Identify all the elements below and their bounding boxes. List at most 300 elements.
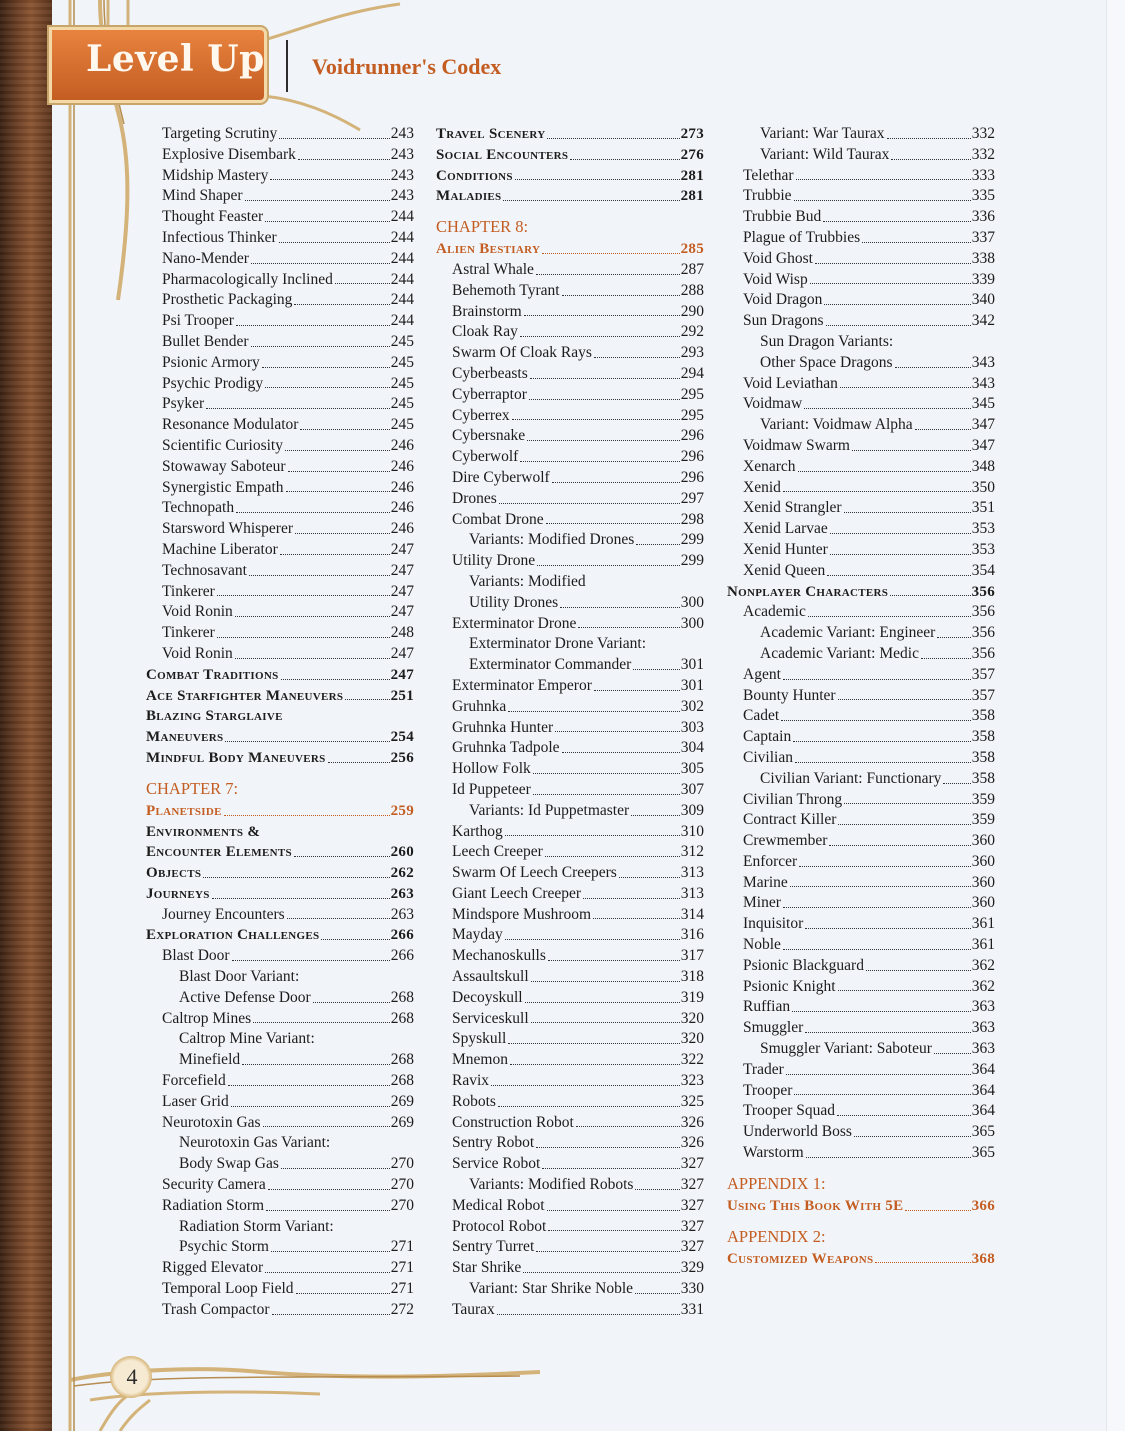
toc-entry-title: Journey Encounters: [162, 905, 285, 923]
toc-entry[interactable]: [436, 905, 704, 926]
toc-entry[interactable]: [727, 145, 995, 166]
toc-entry[interactable]: [436, 239, 704, 260]
dot-leader: [829, 845, 970, 846]
toc-entry[interactable]: [436, 1009, 704, 1030]
toc-entry-page: 335: [971, 187, 995, 205]
dot-leader: [236, 325, 390, 326]
toc-entry[interactable]: [436, 322, 704, 343]
toc-entry-page: 266: [390, 947, 414, 965]
dot-leader: [530, 378, 680, 379]
toc-entry[interactable]: [146, 644, 414, 665]
toc-entry[interactable]: [727, 602, 995, 623]
dot-leader: [542, 1168, 680, 1169]
toc-entry-page: 247: [390, 666, 414, 683]
toc-entry[interactable]: [146, 1009, 414, 1030]
toc-entry[interactable]: [436, 988, 704, 1009]
book-title: Voidrunner's Codex: [312, 54, 502, 79]
toc-entry[interactable]: [436, 406, 704, 427]
toc-entry[interactable]: [727, 249, 995, 270]
toc-entry[interactable]: [436, 884, 704, 905]
dot-leader: [562, 295, 680, 296]
toc-entry[interactable]: [727, 644, 995, 665]
dot-leader: [943, 783, 970, 784]
toc-entry-title: Encounter Elements: [146, 844, 292, 861]
dot-leader: [792, 1011, 971, 1012]
dot-leader: [537, 565, 680, 566]
toc-entry-page: 285: [680, 241, 704, 258]
toc-entry[interactable]: [146, 1050, 414, 1071]
toc-entry[interactable]: [436, 925, 704, 946]
toc-entry[interactable]: [146, 436, 414, 457]
toc-entry[interactable]: [727, 436, 995, 457]
dot-leader: [499, 503, 680, 504]
toc-entry-title: Utility Drone: [452, 552, 536, 570]
toc-entry[interactable]: [436, 801, 704, 822]
toc-entry-title: Dire Cyberwolf: [452, 468, 550, 486]
toc-entry[interactable]: [146, 519, 414, 540]
toc-entry-page: 364: [971, 1060, 995, 1078]
toc-entry[interactable]: [436, 718, 704, 739]
toc-entry-page: 368: [971, 1250, 995, 1267]
toc-entry[interactable]: [436, 124, 704, 145]
toc-entry-page: 354: [971, 561, 995, 579]
toc-entry[interactable]: [146, 842, 414, 863]
toc-entry-page: 323: [680, 1072, 704, 1090]
toc-entry[interactable]: [146, 1154, 414, 1175]
dot-leader: [895, 367, 971, 368]
toc-entry[interactable]: [146, 311, 414, 332]
toc-entry[interactable]: [146, 1258, 414, 1279]
toc-entry[interactable]: [146, 706, 414, 727]
toc-entry-page: 305: [680, 760, 704, 778]
toc-entry-title: Hollow Folk: [452, 760, 531, 778]
toc-entry[interactable]: [727, 769, 995, 790]
dot-leader: [224, 815, 390, 816]
toc-entry[interactable]: [436, 145, 704, 166]
toc-entry[interactable]: [727, 852, 995, 873]
dot-leader: [270, 179, 389, 180]
page-edge: [1106, 0, 1125, 1431]
toc-entry[interactable]: [727, 1081, 995, 1102]
toc-entry-title: Minefield: [179, 1051, 241, 1069]
toc-entry[interactable]: [727, 270, 995, 291]
dot-leader: [497, 1314, 680, 1315]
toc-entry-title: Voidmaw: [743, 395, 803, 413]
toc-entry[interactable]: [436, 281, 704, 302]
toc-entry[interactable]: [146, 1029, 414, 1050]
toc-entry[interactable]: [146, 394, 414, 415]
dot-leader: [633, 669, 679, 670]
toc-entry[interactable]: [727, 186, 995, 207]
toc-entry[interactable]: [436, 1113, 704, 1134]
dot-leader: [578, 627, 679, 628]
dot-leader: [837, 1115, 971, 1116]
toc-entry[interactable]: [727, 831, 995, 852]
toc-entry[interactable]: [436, 530, 704, 551]
toc-entry-title: Spyskull: [452, 1030, 507, 1048]
toc-entry-page: 322: [680, 1051, 704, 1069]
toc-entry[interactable]: [436, 676, 704, 697]
toc-entry[interactable]: [436, 1258, 704, 1279]
toc-entry[interactable]: [727, 1101, 995, 1122]
dot-leader: [555, 731, 680, 732]
toc-entry[interactable]: [436, 302, 704, 323]
toc-entry[interactable]: [727, 956, 995, 977]
toc-entry-page: 317: [680, 947, 704, 965]
toc-entry-title: Psychic Storm: [179, 1238, 269, 1256]
toc-entry[interactable]: [727, 394, 995, 415]
toc-entry[interactable]: [146, 1113, 414, 1134]
toc-entry[interactable]: [727, 228, 995, 249]
toc-entry[interactable]: [146, 1071, 414, 1092]
toc-entry[interactable]: [146, 457, 414, 478]
toc-entry[interactable]: [436, 759, 704, 780]
toc-entry-page: 290: [680, 302, 704, 320]
toc-entry-title: Id Puppeteer: [452, 780, 531, 798]
toc-entry-page: 358: [971, 728, 995, 746]
toc-entry[interactable]: [146, 540, 414, 561]
toc-entry[interactable]: [727, 1018, 995, 1039]
toc-entry[interactable]: [146, 353, 414, 374]
toc-entry-page: 287: [680, 260, 704, 278]
toc-entry[interactable]: [727, 540, 995, 561]
toc-entry[interactable]: [727, 1249, 995, 1270]
toc-entry-page: 327: [680, 1176, 704, 1194]
toc-entry-page: 342: [971, 312, 995, 330]
toc-entry[interactable]: [436, 1133, 704, 1154]
dot-leader: [235, 658, 390, 659]
toc-entry[interactable]: [727, 207, 995, 228]
toc-entry-page: 270: [390, 1155, 414, 1173]
toc-entry-title: Variant: Star Shrike Noble: [469, 1280, 634, 1298]
dot-leader: [790, 886, 971, 887]
toc-entry-page: 271: [390, 1259, 414, 1277]
toc-entry[interactable]: [436, 634, 704, 655]
toc-entry[interactable]: [436, 1175, 704, 1196]
toc-entry[interactable]: [727, 810, 995, 831]
dot-leader: [510, 1064, 680, 1065]
toc-entry[interactable]: [727, 124, 995, 145]
toc-entry[interactable]: [436, 1092, 704, 1113]
toc-entry-page: 320: [680, 1030, 704, 1048]
toc-entry-page: 268: [390, 988, 414, 1006]
toc-entry[interactable]: [146, 1175, 414, 1196]
dot-leader: [794, 1094, 970, 1095]
toc-entry-page: 361: [971, 936, 995, 954]
toc-entry[interactable]: [727, 623, 995, 644]
toc-entry-title: Cadet: [743, 707, 780, 725]
toc-entry-page: 337: [971, 228, 995, 246]
dot-leader: [249, 575, 390, 576]
toc-entry-page: 248: [390, 624, 414, 642]
toc-entry[interactable]: [436, 863, 704, 884]
toc-entry[interactable]: [146, 1092, 414, 1113]
toc-entry[interactable]: [727, 1196, 995, 1217]
toc-entry[interactable]: [436, 1279, 704, 1300]
toc-entry[interactable]: [146, 1196, 414, 1217]
toc-entry-page: 281: [680, 188, 704, 205]
toc-entry[interactable]: [146, 905, 414, 926]
toc-entry-title: Ruffian: [743, 998, 791, 1016]
toc-entry[interactable]: [146, 228, 414, 249]
toc-entry[interactable]: [727, 686, 995, 707]
toc-entry[interactable]: [436, 842, 704, 863]
toc-entry[interactable]: [146, 561, 414, 582]
toc-entry[interactable]: [727, 935, 995, 956]
toc-entry[interactable]: [146, 186, 414, 207]
toc-entry[interactable]: [436, 166, 704, 187]
toc-entry[interactable]: [436, 1050, 704, 1071]
toc-entry-page: 319: [680, 988, 704, 1006]
toc-entry[interactable]: [146, 884, 414, 905]
toc-entry[interactable]: [146, 988, 414, 1009]
toc-entry[interactable]: [146, 967, 414, 988]
toc-entry[interactable]: [146, 602, 414, 623]
toc-entry[interactable]: [436, 614, 704, 635]
toc-entry[interactable]: [436, 1071, 704, 1092]
dot-leader: [280, 554, 390, 555]
toc-entry-title: Blast Door: [162, 947, 230, 965]
toc-entry[interactable]: [436, 822, 704, 843]
toc-entry-title: Decoyskull: [452, 988, 523, 1006]
toc-entry-page: 363: [971, 1040, 995, 1058]
toc-entry-page: 362: [971, 956, 995, 974]
toc-entry[interactable]: [146, 332, 414, 353]
toc-entry[interactable]: [146, 822, 414, 843]
toc-entry-title: Marine: [743, 873, 788, 891]
toc-entry-title: Mayday: [452, 926, 503, 944]
toc-entry-page: 246: [390, 457, 414, 475]
toc-entry-page: 295: [680, 406, 704, 424]
toc-entry[interactable]: [727, 332, 995, 353]
toc-entry[interactable]: [436, 593, 704, 614]
toc-entry-title: Enforcer: [743, 852, 798, 870]
toc-entry-title: Objects: [146, 865, 202, 882]
dot-leader: [529, 399, 680, 400]
toc-entry[interactable]: [146, 478, 414, 499]
toc-entry-page: 326: [680, 1134, 704, 1152]
toc-entry[interactable]: [436, 1217, 704, 1238]
toc-entry-title: Exploration Challenges: [146, 927, 320, 944]
toc-entry[interactable]: [146, 374, 414, 395]
dot-leader: [891, 159, 970, 160]
dot-leader: [281, 679, 390, 680]
toc-entry-page: 296: [680, 468, 704, 486]
toc-entry[interactable]: [727, 1122, 995, 1143]
toc-entry[interactable]: [727, 582, 995, 603]
toc-entry[interactable]: [436, 780, 704, 801]
dot-leader: [232, 960, 390, 961]
toc-entry-title: Mind Shaper: [162, 187, 243, 205]
toc-entry[interactable]: [727, 1039, 995, 1060]
toc-entry[interactable]: [436, 738, 704, 759]
toc-entry[interactable]: [727, 977, 995, 998]
toc-entry[interactable]: [436, 364, 704, 385]
toc-entry[interactable]: [727, 311, 995, 332]
toc-entry-title: Swarm Of Cloak Rays: [452, 344, 592, 362]
toc-entry[interactable]: [727, 748, 995, 769]
toc-entry[interactable]: [146, 145, 414, 166]
toc-entry-title: Psionic Knight: [743, 977, 836, 995]
toc-entry[interactable]: [436, 1196, 704, 1217]
toc-entry-page: 303: [680, 718, 704, 736]
toc-entry[interactable]: [727, 290, 995, 311]
toc-entry[interactable]: [727, 498, 995, 519]
toc-entry[interactable]: [727, 415, 995, 436]
toc-entry[interactable]: [727, 374, 995, 395]
dot-leader: [236, 512, 390, 513]
dot-leader: [515, 179, 680, 180]
toc-entry[interactable]: [436, 510, 704, 531]
toc-entry-page: 271: [390, 1280, 414, 1298]
toc-entry[interactable]: [146, 727, 414, 748]
toc-entry[interactable]: [727, 166, 995, 187]
toc-entry-title: Blazing Starglaive: [146, 708, 283, 725]
toc-entry[interactable]: [436, 946, 704, 967]
toc-entry-title: Pharmacologically Inclined: [162, 270, 333, 288]
series-label: Level Up: [86, 38, 265, 80]
toc-entry[interactable]: [727, 519, 995, 540]
toc-entry[interactable]: [436, 655, 704, 676]
toc-entry-page: 293: [680, 344, 704, 362]
toc-entry-page: 362: [971, 977, 995, 995]
toc-entry-page: 330: [680, 1280, 704, 1298]
toc-entry[interactable]: [146, 665, 414, 686]
toc-entry[interactable]: [146, 801, 414, 822]
dot-leader: [838, 699, 971, 700]
dot-leader: [805, 928, 970, 929]
dot-leader: [795, 762, 971, 763]
toc-entry[interactable]: [727, 665, 995, 686]
toc-entry[interactable]: [727, 1060, 995, 1081]
toc-entry[interactable]: [146, 1237, 414, 1258]
toc-entry[interactable]: [727, 790, 995, 811]
toc-entry[interactable]: [436, 572, 704, 593]
toc-entry[interactable]: [436, 343, 704, 364]
toc-entry[interactable]: [727, 997, 995, 1018]
toc-entry-page: 270: [390, 1176, 414, 1194]
toc-entry-title: Midship Mastery: [162, 166, 269, 184]
toc-entry-title: Forcefield: [162, 1072, 226, 1090]
toc-entry[interactable]: [436, 468, 704, 489]
toc-entry-page: 356: [971, 583, 995, 600]
dot-leader: [212, 898, 390, 899]
toc-entry[interactable]: [146, 290, 414, 311]
toc-entry-page: 245: [390, 416, 414, 434]
dot-leader: [295, 533, 390, 534]
toc-entry[interactable]: [436, 1154, 704, 1175]
toc-entry-page: 244: [390, 228, 414, 246]
toc-entry[interactable]: [436, 260, 704, 281]
toc-entry-title: Trooper Squad: [743, 1102, 836, 1120]
toc-entry[interactable]: [436, 1300, 704, 1321]
toc-entry[interactable]: [727, 873, 995, 894]
toc-entry-page: 361: [971, 915, 995, 933]
toc-entry-title: Sentry Robot: [452, 1134, 535, 1152]
toc-entry-title: Starsword Whisperer: [162, 520, 294, 538]
toc-entry[interactable]: [146, 415, 414, 436]
toc-entry[interactable]: [146, 686, 414, 707]
toc-entry[interactable]: [727, 706, 995, 727]
toc-entry-title: Variants: Modified Robots: [469, 1176, 634, 1194]
dot-leader: [794, 200, 971, 201]
toc-entry[interactable]: [727, 561, 995, 582]
toc-entry-title: Noble: [743, 936, 781, 954]
toc-entry-title: Technosavant: [162, 561, 247, 579]
toc-entry[interactable]: [146, 582, 414, 603]
dot-leader: [536, 1251, 680, 1252]
toc-entry-page: 318: [680, 968, 704, 986]
toc-entry-title: Void Wisp: [743, 270, 808, 288]
dot-leader: [531, 981, 680, 982]
toc-entry[interactable]: [146, 124, 414, 145]
toc-entry-page: 296: [680, 427, 704, 445]
toc-entry[interactable]: [727, 727, 995, 748]
toc-entry[interactable]: [146, 1217, 414, 1238]
toc-entry-title: Civilian Throng: [743, 790, 843, 808]
toc-entry-page: 353: [971, 540, 995, 558]
toc-entry-title: Social Encounters: [436, 146, 569, 163]
toc-entry-title: Psi Trooper: [162, 312, 234, 330]
toc-entry[interactable]: [146, 166, 414, 187]
toc-entry[interactable]: [146, 623, 414, 644]
toc-entry[interactable]: [436, 697, 704, 718]
toc-entry[interactable]: [436, 489, 704, 510]
toc-entry[interactable]: [146, 1300, 414, 1321]
toc-entry[interactable]: [727, 893, 995, 914]
toc-entry[interactable]: [436, 967, 704, 988]
dot-leader: [271, 1251, 390, 1252]
toc-entry[interactable]: [436, 186, 704, 207]
toc-entry-title: Exterminator Drone Variant:: [469, 635, 647, 653]
toc-entry-title: Resonance Modulator: [162, 416, 299, 434]
toc-entry[interactable]: [146, 1133, 414, 1154]
toc-entry-page: 301: [680, 656, 704, 674]
dot-leader: [536, 1147, 680, 1148]
toc-entry-page: 294: [680, 364, 704, 382]
toc-entry[interactable]: [436, 447, 704, 468]
toc-entry-title: Void Ronin: [162, 603, 233, 621]
dot-leader: [536, 274, 680, 275]
toc-entry[interactable]: [436, 551, 704, 572]
toc-entry[interactable]: [146, 748, 414, 769]
dot-leader: [286, 491, 390, 492]
toc-entry[interactable]: [146, 946, 414, 967]
toc-entry-title: Exterminator Emperor: [452, 676, 592, 694]
toc-entry[interactable]: [727, 353, 995, 374]
toc-entry-page: 358: [971, 769, 995, 787]
dot-leader: [799, 866, 971, 867]
toc-entry[interactable]: [436, 1029, 704, 1050]
toc-entry-page: 316: [680, 926, 704, 944]
toc-entry[interactable]: [146, 207, 414, 228]
toc-entry[interactable]: [436, 426, 704, 447]
toc-entry[interactable]: [146, 925, 414, 946]
toc-entry[interactable]: [727, 914, 995, 935]
toc-entry-title: Behemoth Tyrant: [452, 281, 560, 299]
toc-entry[interactable]: [727, 457, 995, 478]
toc-entry[interactable]: [727, 1143, 995, 1164]
toc-entry[interactable]: [146, 1279, 414, 1300]
toc-entry[interactable]: [146, 270, 414, 291]
toc-entry[interactable]: [146, 863, 414, 884]
toc-entry-title: Warstorm: [743, 1144, 804, 1162]
toc-entry[interactable]: [727, 478, 995, 499]
toc-entry[interactable]: [146, 249, 414, 270]
toc-entry[interactable]: [436, 1237, 704, 1258]
toc-entry[interactable]: [436, 385, 704, 406]
toc-entry[interactable]: [146, 498, 414, 519]
